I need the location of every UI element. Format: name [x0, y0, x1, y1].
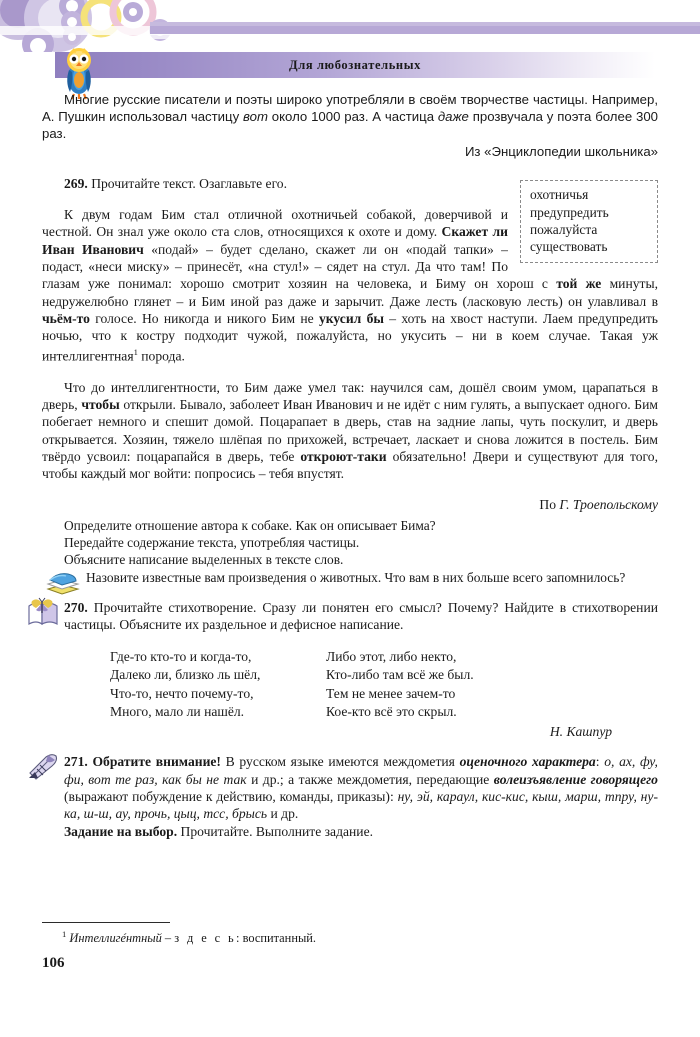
- p2-seg-1: Что до интеллигентности, то Бим даже умел так: научился сам, дошёл своим умом, царапаться в дверь,: [42, 379, 658, 413]
- p1-seg-2: «подай» – будет сделано, скажет ли он «подай тапки» – подаст, «неси миску» – принесёт, «на стул!» – сядет на стул. Да что там! По глазам уже понимал: хорошо смотрит хозяин на человека, и Биму он хорош с: [42, 241, 557, 292]
- exercise-271-number: 271.: [64, 754, 93, 770]
- ex271-bolditalic-2: волеизъявление говорящего: [493, 771, 658, 787]
- p1-bold-2: той же: [556, 276, 602, 292]
- poem: [42, 648, 658, 722]
- poem-line: Что-то, нечто почему-то,: [110, 685, 254, 701]
- task-text: Прочитайте. Выполните задание.: [177, 823, 373, 839]
- footnote-here: з д е с ь: [174, 931, 237, 946]
- ex271-seg-4: (выражают побуждение к действию, команды, приказы):: [64, 788, 398, 804]
- p1-seg-3: минуты, недружелюбно глянет – и Бим иной раз даже и зарычит. Даже лесть (ласковую лесть) он улавливал в: [42, 276, 658, 309]
- question-item: Объясните написание выделенных в тексте слов.: [64, 552, 344, 568]
- text-attribution: [42, 496, 658, 513]
- book-task-text: Назовите известные вам произведения о животных. Что вам в них больше всего запомнилось?: [86, 569, 626, 585]
- poem-line: Где-то кто-то и когда-то,: [110, 648, 252, 664]
- footnote-term: Интеллигéнтный: [69, 931, 162, 946]
- ex271-italic-2: ну, эй, караул, кис-кис, кыш, марш, тпру, ну-ка, ш-ш, ау, прочь, цыц, тсс, брысь: [64, 788, 658, 822]
- vocabulary-box: [520, 180, 658, 263]
- rubric-title: Для любознательных: [289, 58, 421, 72]
- intro-paragraph: [42, 92, 658, 142]
- book-task-row: [86, 569, 658, 586]
- poem-line: Кто-либо там всё же был.: [326, 667, 474, 683]
- ex271-seg-2: :: [595, 754, 605, 770]
- poem-column-right: [304, 648, 658, 722]
- p2-seg-3: обязательно! Двери и существуют для того, чтобы каждый мог войти: попросись – тебя впустят.: [42, 449, 658, 482]
- poem-author: Н. Кашпур: [549, 724, 612, 740]
- exercise-269-paragraph-2: [42, 379, 658, 483]
- footnote-rest: : воспитанный.: [236, 931, 316, 946]
- ex271-italic-1: о, ах, фу, фи, вот те раз, как бы не так: [64, 754, 658, 787]
- ex271-bolditalic-1: оценочного характера: [459, 754, 596, 770]
- footnote: [42, 927, 658, 946]
- open-book-butterfly-icon: [26, 597, 60, 629]
- poem-line: Тем не менее зачем-то: [326, 685, 456, 701]
- books-icon: [46, 569, 80, 597]
- exercise-271-heading: [64, 753, 658, 839]
- exercise-269-number: 269.: [64, 176, 88, 192]
- ex271-seg-3: и др.; а также междометия, передающие: [246, 771, 494, 787]
- p1-bold-3: чьём-то: [42, 310, 90, 326]
- intro-italic-dazhe: даже: [437, 108, 469, 124]
- page-content: [0, 92, 700, 840]
- page-number: 106: [42, 955, 65, 971]
- attribution-prefix: По: [539, 497, 560, 513]
- p1-bold-1: Скажет ли Иван Иванович: [42, 224, 508, 257]
- exercise-270-heading: [64, 599, 658, 634]
- question-item: Передайте содержание текста, употребляя частицы.: [64, 534, 360, 550]
- intro-text-2: около 1000 раз. А частица: [267, 108, 438, 124]
- quill-paper-icon: [26, 751, 60, 783]
- poem-line: Далеко ли, близко ль шёл,: [110, 667, 261, 683]
- ex271-seg-1: В русском языке имеются междометия: [220, 754, 460, 770]
- intro-text-1: Многие русские писатели и поэты широко употребляли в своём творчестве частицы. Например, А. Пушкин использовал частицу: [42, 92, 658, 124]
- ex271-seg-5: и др.: [267, 806, 299, 822]
- exercise-269: [42, 175, 658, 586]
- exercise-270-number: 270.: [64, 600, 88, 616]
- p1-seg-4: голосе. Но никогда и никого Бим не: [89, 310, 319, 326]
- p1-seg-6: порода.: [137, 348, 185, 364]
- question-item: Определите отношение автора к собаке. Как он описывает Бима?: [64, 517, 436, 533]
- exercise-269-questions: [64, 517, 658, 587]
- footnote-dash: –: [161, 931, 175, 946]
- poem-column-left: [42, 648, 304, 722]
- vocabulary-word: пожалуйста: [530, 222, 598, 237]
- exercise-271-task: [64, 823, 658, 840]
- header-decoration: [0, 0, 700, 52]
- poem-line: Много, мало ли нашёл.: [110, 703, 245, 719]
- task-label: Задание на выбор.: [64, 823, 178, 839]
- vocabulary-word: существовать: [530, 239, 608, 255]
- p2-bold-1: чтобы: [81, 397, 120, 413]
- footnote-marker: 1: [62, 929, 67, 939]
- p2-bold-2: откроют-таки: [300, 449, 387, 465]
- exercise-269-instruction: Прочитайте текст. Озаглавьте его.: [87, 176, 288, 192]
- intro-italic-vot: вот: [243, 108, 268, 124]
- exercise-271-attention: Обратите внимание!: [92, 754, 221, 770]
- p1-bold-4: укусил бы: [318, 310, 384, 326]
- footnote-area: [42, 922, 658, 946]
- attribution-author: Г. Троепольскому: [559, 497, 658, 513]
- p1-seg-5: – хоть на хвост наступи. Лаем предупредить ночью, что к костру подходит чужой, пожалуйста, но укусить – ни в коем случае. Такая уж интеллигентная: [42, 310, 659, 364]
- exercise-270-instruction: Прочитайте стихотворение. Сразу ли понятен его смысл? Почему? Найдите в стихотворении частицы. Объясните их раздельное и дефисное написание.: [64, 600, 658, 633]
- poem-line: Кое-кто всё это скрыл.: [326, 703, 457, 719]
- vocabulary-word: предупредить: [530, 204, 609, 220]
- intro-source: Из «Энциклопедии школьника»: [464, 144, 658, 160]
- p2-seg-2: открыли. Бывало, заболеет Иван Иванович и не идёт с ним гулять, а выпускает одного. Бим побегает немного и спешит домой. Поцарапает в дверь, став на задние лапы, чуть поскулит, и дверь открывается. Хозяин, тяжело шлёпая по прихожей, встречает, ласкает и снова ложится в постель. Бим твёрдо усвоил: поцарапайся в дверь, тебе: [42, 397, 658, 465]
- poem-line: Либо этот, либо некто,: [326, 648, 457, 664]
- p1-seg-1: К двум годам Бим стал отличной охотничьей собакой, доверчивой и честной. Он знал уже около ста слов, относящихся к охоте и дому.: [42, 207, 508, 240]
- vocabulary-word: охотничья: [530, 187, 589, 203]
- intro-text-3: прозвучала у поэта более 300 раз.: [42, 108, 658, 141]
- footnote-rule: [42, 922, 170, 923]
- footnote-reference: 1: [133, 347, 138, 358]
